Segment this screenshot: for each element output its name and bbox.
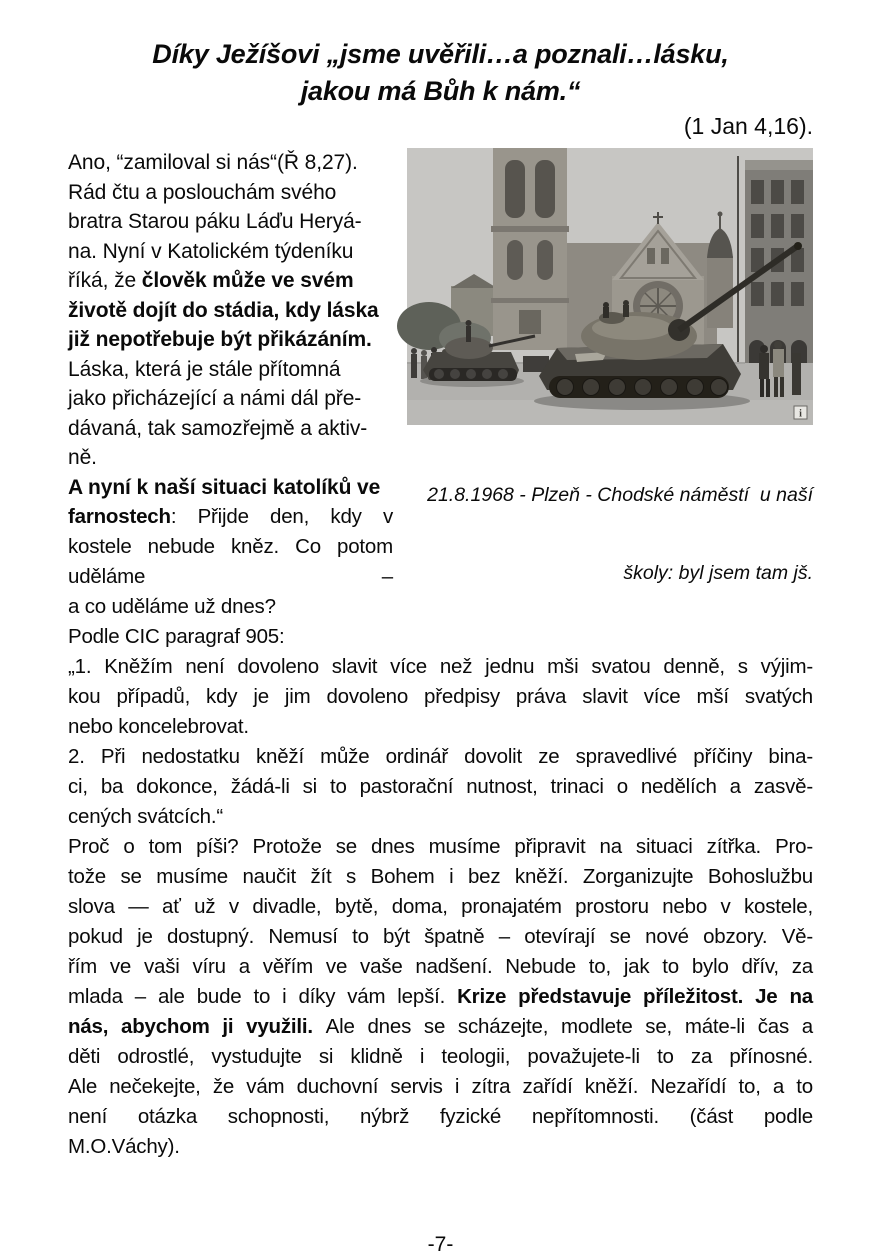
text-line: na. Nyní v Katolickém týdeníku [68,239,354,263]
text-line: A nyní k naší situaci katolíků ve [68,475,381,499]
text-line: jako přicházející a námi dál pře- [68,387,362,410]
text-line: řím ve vaši víru a věřím ve vaše nadšení. Nebude to, jak to bylo dřív, za [68,955,813,978]
text-line: Rád čtu a poslouchám svého [68,180,337,204]
text-line: již nepotřebuje být přikázáním. [68,328,372,351]
text-line: nás, abychom ji využili. Ale dnes se scházejte, modlete se, máte-li čas a [68,1015,813,1038]
text-line: slova — ať už v divadle, bytě, doma, pronajatém prostoru nebo v kostele, [68,895,813,918]
text-line: dávaná, tak samozřejmě a aktiv- [68,416,368,440]
text-line: není otázka schopnosti, nýbrž fyzické nepřítomnosti. (část podle [68,1105,813,1128]
text-line: M.O.Váchy). [68,1135,180,1158]
text-line: cených svátcích.“ [68,805,223,828]
text-line: životě dojít do stádia, kdy láska [68,298,379,322]
text-line: nebo koncelebrovat. [68,715,249,738]
text-line: mlada – ale bude to i díky vám lepší. Krize představuje příležitost. Je na [68,985,813,1008]
text-line: 2. Při nedostatku kněží může ordinář dovolit ze spravedlivé příčiny bina- [68,745,813,768]
historical-photo-tanks-church [407,148,813,425]
text-line: Podle CIC paragraf 905: [68,625,285,648]
text-line: „1. Kněžím není dovoleno slavit více než jednu mši svatou denně, s výjim- [68,655,813,678]
text-line: pokud je dostupný. Nemusí to být špatně – otevírají se nové obzory. Vě- [68,925,813,948]
text-line: tože se musíme naučit žít s Bohem i bez kněží. Zorganizujte Bohoslužbu [68,865,813,888]
text-line: ně. [68,446,97,469]
svg-text:i: i [799,408,802,420]
photo-caption-line-1: 21.8.1968 - Plzeň - Chodské náměstí u naší [427,484,813,506]
info-icon [794,406,807,420]
text-line: děti odrostlé, vystudujte si klidně i teologii, považujete-li to za přínosné. [68,1045,813,1068]
title-line-2: jakou má Bůh k nám.“ [300,76,581,106]
photo-caption-line-2: školy: byl jsem tam jš. [623,562,813,584]
title-line-1: Díky Ježíšovi „jsme uvěřili…a poznali…lásku, [152,39,729,69]
text-line: a co uděláme už dnes? [68,595,276,618]
text-line: farnostech: Přijde den, kdy v kostele nebude kněz. Co potom uděláme – [68,505,393,588]
page-number: -7- [427,1233,454,1256]
text-line: říká, že člověk může ve svém [68,269,354,292]
text-line: ci, ba dokonce, žádá-li si to pastorační nutnost, trinaci o nedělích a zasvě- [68,775,813,798]
text-line: Ano, “zamiloval si nás“(Ř 8,27). [68,151,358,174]
text-line: Láska, která je stále přítomná [68,357,341,381]
photo-caption [407,430,813,638]
text-line: Proč o tom píši? Protože se dnes musíme připravit na situaci zítřka. Pro- [68,835,813,858]
text-line: Ale nečekejte, že vám duchovní servis i zítra zařídí kněží. Nezařídí to, a to [68,1075,813,1098]
text-line: kou případů, kdy je jim dovoleno předpisy práva slavit více mší svatých [68,685,813,708]
scripture-citation: (1 Jan 4,16). [683,113,813,139]
text-line: bratra Starou páku Láďu Heryá- [68,210,362,233]
page-title [68,36,813,110]
article-body [68,148,813,1162]
photo-figure [407,148,813,638]
